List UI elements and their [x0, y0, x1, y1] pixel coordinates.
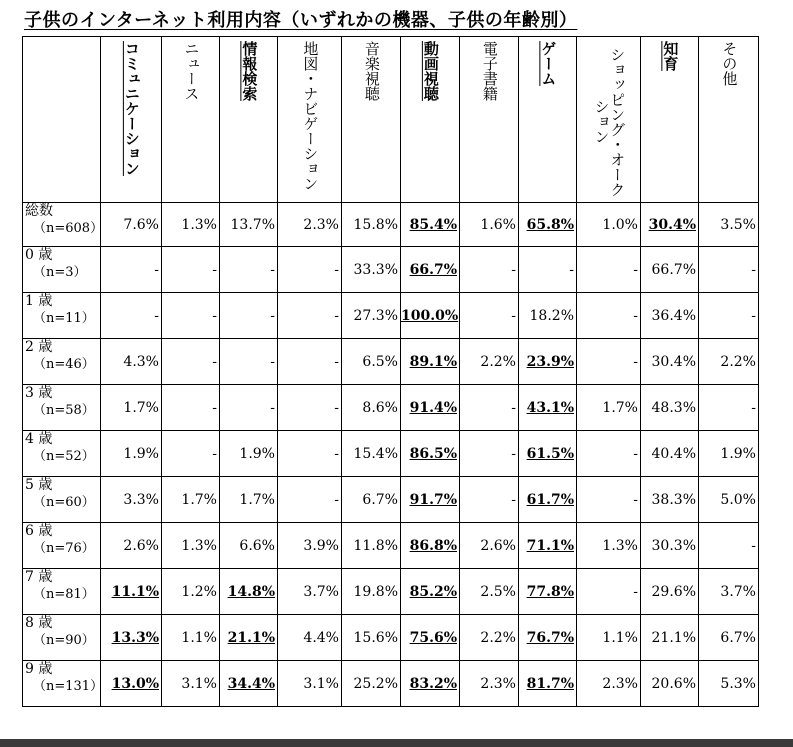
value-cell: -: [278, 385, 342, 431]
value-cell: 14.8%: [220, 569, 278, 615]
row-sample-size: （n=3）: [33, 264, 87, 280]
value-cell: -: [278, 339, 342, 385]
value-cell: 40.4%: [641, 431, 699, 477]
row-label: 9 歳: [25, 661, 53, 677]
value-cell: -: [162, 339, 220, 385]
value-cell: 91.7%: [401, 477, 460, 523]
table-row: [23, 293, 759, 339]
value-cell: 1.3%: [162, 523, 220, 569]
value-cell: 1.7%: [162, 477, 220, 523]
usage-table: [22, 36, 759, 707]
value-cell: 77.8%: [519, 569, 577, 615]
value-cell: 85.4%: [401, 203, 460, 247]
row-sample-size: （n=76）: [33, 540, 95, 556]
value-cell: 30.4%: [641, 203, 699, 247]
value-cell: -: [220, 247, 278, 293]
row-label: 3 歳: [25, 385, 53, 401]
value-cell: 19.8%: [342, 569, 401, 615]
corner-cell: [23, 37, 101, 203]
value-cell: -: [577, 293, 641, 339]
row-label-cell: [23, 385, 101, 431]
value-cell: 38.3%: [641, 477, 699, 523]
column-header: [460, 37, 519, 203]
column-header-label: ショッピング・オークション: [592, 46, 627, 197]
value-cell: 1.7%: [220, 477, 278, 523]
column-header-label: コミュニケーション: [122, 41, 141, 176]
value-cell: 91.4%: [401, 385, 460, 431]
value-cell: 61.7%: [519, 477, 577, 523]
column-header-label: 電子書籍: [480, 41, 499, 101]
row-sample-size: （n=81）: [33, 586, 95, 602]
value-cell: 1.3%: [162, 203, 220, 247]
value-cell: 21.1%: [220, 615, 278, 661]
row-label: 6 歳: [25, 523, 53, 539]
value-cell: 1.9%: [101, 431, 162, 477]
row-label-cell: [23, 339, 101, 385]
column-header: [519, 37, 577, 203]
value-cell: 66.7%: [401, 247, 460, 293]
column-header: [101, 37, 162, 203]
row-sample-size: （n=131）: [33, 678, 104, 694]
value-cell: 100.0%: [401, 293, 460, 339]
row-sample-size: （n=90）: [33, 632, 95, 648]
value-cell: -: [278, 431, 342, 477]
row-label-cell: [23, 569, 101, 615]
value-cell: 2.3%: [460, 661, 519, 707]
row-sample-size: （n=608）: [33, 220, 104, 236]
value-cell: 86.8%: [401, 523, 460, 569]
table-row: [23, 615, 759, 661]
value-cell: -: [577, 431, 641, 477]
value-cell: 2.6%: [460, 523, 519, 569]
value-cell: 83.2%: [401, 661, 460, 707]
column-header-label: その他: [720, 41, 739, 86]
row-label-cell: [23, 477, 101, 523]
row-label-cell: [23, 615, 101, 661]
column-header-label: 音楽視聴: [362, 41, 381, 101]
value-cell: 15.8%: [342, 203, 401, 247]
row-sample-size: （n=11）: [33, 310, 95, 326]
column-header: [577, 37, 641, 203]
value-cell: 8.6%: [342, 385, 401, 431]
header-row: [23, 37, 759, 203]
value-cell: 15.6%: [342, 615, 401, 661]
value-cell: 1.9%: [220, 431, 278, 477]
value-cell: 1.9%: [699, 431, 759, 477]
value-cell: 43.1%: [519, 385, 577, 431]
row-sample-size: （n=46）: [33, 356, 95, 372]
value-cell: 36.4%: [641, 293, 699, 339]
value-cell: 75.6%: [401, 615, 460, 661]
row-label-cell: [23, 247, 101, 293]
value-cell: -: [162, 431, 220, 477]
value-cell: -: [460, 431, 519, 477]
value-cell: 3.9%: [278, 523, 342, 569]
value-cell: 3.7%: [278, 569, 342, 615]
value-cell: -: [699, 523, 759, 569]
value-cell: 2.3%: [278, 203, 342, 247]
value-cell: 61.5%: [519, 431, 577, 477]
column-header: [342, 37, 401, 203]
column-header-label: ニュース: [182, 41, 201, 101]
value-cell: 30.4%: [641, 339, 699, 385]
page-title: 子供のインターネット利用内容（いずれかの機器、子供の年齢別）: [24, 10, 578, 31]
row-label-cell: [23, 661, 104, 707]
value-cell: 1.0%: [577, 203, 641, 247]
table-row: [23, 203, 759, 247]
column-header: [699, 37, 759, 203]
value-cell: -: [460, 385, 519, 431]
value-cell: 66.7%: [641, 247, 699, 293]
value-cell: 76.7%: [519, 615, 577, 661]
value-cell: 2.6%: [101, 523, 162, 569]
value-cell: 3.5%: [699, 203, 759, 247]
value-cell: 1.2%: [162, 569, 220, 615]
value-cell: 1.7%: [577, 385, 641, 431]
value-cell: 6.7%: [699, 615, 759, 661]
value-cell: 13.0%: [101, 661, 162, 707]
value-cell: -: [162, 247, 220, 293]
value-cell: -: [220, 385, 278, 431]
value-cell: 2.2%: [460, 615, 519, 661]
value-cell: 1.3%: [577, 523, 641, 569]
row-label: 8 歳: [25, 615, 53, 631]
value-cell: 29.6%: [641, 569, 699, 615]
value-cell: -: [278, 477, 342, 523]
column-header-label: ゲーム: [539, 41, 558, 86]
value-cell: 5.3%: [699, 661, 759, 707]
value-cell: -: [577, 477, 641, 523]
value-cell: 1.1%: [577, 615, 641, 661]
value-cell: -: [162, 385, 220, 431]
value-cell: 4.3%: [101, 339, 162, 385]
row-label-cell: [23, 293, 101, 339]
table-row: [23, 661, 759, 707]
value-cell: -: [519, 247, 577, 293]
column-header-label: 情報検索: [240, 41, 259, 101]
value-cell: 13.3%: [101, 615, 162, 661]
value-cell: 27.3%: [342, 293, 401, 339]
value-cell: 3.7%: [699, 569, 759, 615]
column-header-label: 地図・ナビゲーション: [301, 41, 320, 191]
table-row: [23, 385, 759, 431]
value-cell: -: [220, 293, 278, 339]
value-cell: -: [699, 247, 759, 293]
row-sample-size: （n=60）: [33, 494, 95, 510]
value-cell: 2.2%: [460, 339, 519, 385]
value-cell: 1.6%: [460, 203, 519, 247]
value-cell: -: [101, 293, 162, 339]
value-cell: 33.3%: [342, 247, 401, 293]
value-cell: 1.1%: [162, 615, 220, 661]
row-label: 5 歳: [25, 477, 53, 493]
value-cell: 71.1%: [519, 523, 577, 569]
value-cell: 13.7%: [220, 203, 278, 247]
table-row: [23, 247, 759, 293]
table-row: [23, 339, 759, 385]
value-cell: 89.1%: [401, 339, 460, 385]
value-cell: 3.1%: [278, 661, 342, 707]
value-cell: -: [162, 293, 220, 339]
value-cell: 48.3%: [641, 385, 699, 431]
table-row: [23, 431, 759, 477]
value-cell: 7.6%: [101, 203, 162, 247]
value-cell: -: [577, 247, 641, 293]
value-cell: 6.6%: [220, 523, 278, 569]
row-label: 総数: [25, 203, 53, 219]
value-cell: 81.7%: [519, 661, 577, 707]
row-label: 1 歳: [25, 293, 53, 309]
value-cell: -: [220, 339, 278, 385]
row-label-cell: [23, 431, 101, 477]
value-cell: -: [278, 293, 342, 339]
value-cell: -: [577, 339, 641, 385]
value-cell: -: [699, 385, 759, 431]
value-cell: 3.1%: [162, 661, 220, 707]
row-label-cell: [23, 203, 104, 247]
value-cell: 11.8%: [342, 523, 401, 569]
row-sample-size: （n=58）: [33, 402, 95, 418]
value-cell: 2.2%: [699, 339, 759, 385]
column-header: [278, 37, 342, 203]
row-label: 4 歳: [25, 431, 53, 447]
value-cell: 86.5%: [401, 431, 460, 477]
value-cell: 18.2%: [519, 293, 577, 339]
bottom-bar: [0, 739, 793, 747]
value-cell: 30.3%: [641, 523, 699, 569]
value-cell: 11.1%: [101, 569, 162, 615]
value-cell: 1.7%: [101, 385, 162, 431]
table-row: [23, 477, 759, 523]
value-cell: 4.4%: [278, 615, 342, 661]
value-cell: 3.3%: [101, 477, 162, 523]
value-cell: -: [577, 569, 641, 615]
value-cell: 2.5%: [460, 569, 519, 615]
value-cell: 21.1%: [641, 615, 699, 661]
column-header: [162, 37, 220, 203]
value-cell: 6.7%: [342, 477, 401, 523]
value-cell: 23.9%: [519, 339, 577, 385]
table-row: [23, 569, 759, 615]
value-cell: -: [699, 293, 759, 339]
column-header: [401, 37, 460, 203]
column-header-label: 知育: [661, 41, 680, 71]
value-cell: -: [460, 477, 519, 523]
value-cell: 20.6%: [641, 661, 699, 707]
value-cell: 25.2%: [342, 661, 401, 707]
row-label: 2 歳: [25, 339, 53, 355]
row-label-cell: [23, 523, 101, 569]
column-header: [641, 37, 699, 203]
row-label: 0 歳: [25, 247, 53, 263]
value-cell: -: [101, 247, 162, 293]
value-cell: 65.8%: [519, 203, 577, 247]
value-cell: 6.5%: [342, 339, 401, 385]
value-cell: 85.2%: [401, 569, 460, 615]
value-cell: -: [278, 247, 342, 293]
value-cell: 5.0%: [699, 477, 759, 523]
column-header: [220, 37, 278, 203]
row-sample-size: （n=52）: [33, 448, 95, 464]
value-cell: -: [460, 247, 519, 293]
row-label: 7 歳: [25, 569, 53, 585]
value-cell: 34.4%: [220, 661, 278, 707]
table-row: [23, 523, 759, 569]
column-header-label: 動画視聴: [421, 41, 440, 101]
value-cell: -: [460, 293, 519, 339]
value-cell: 15.4%: [342, 431, 401, 477]
value-cell: 2.3%: [577, 661, 641, 707]
